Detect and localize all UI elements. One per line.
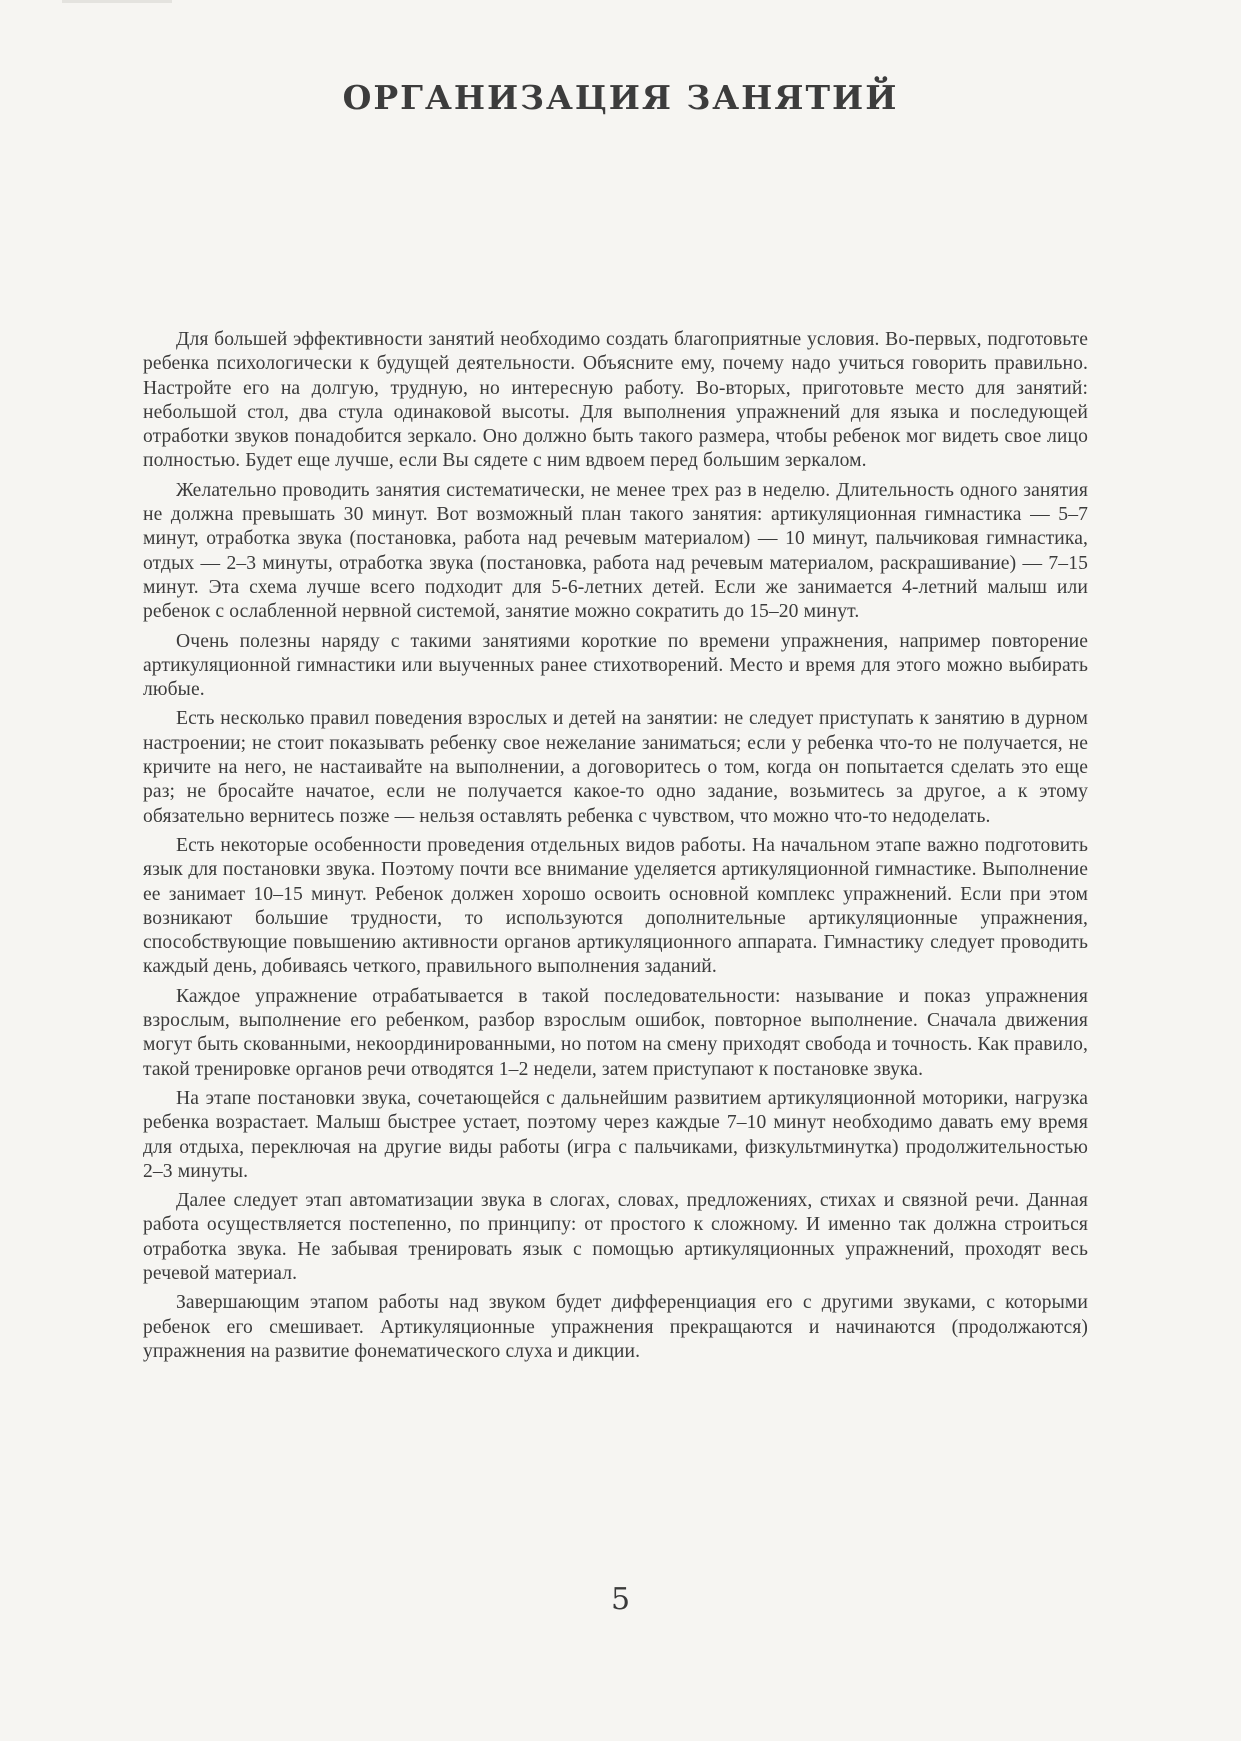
body-text — [143, 328, 1088, 1369]
paragraph-1: Для большей эффективности занятий необходимо создать благоприятные условия. Во-первых, подготовьте ребенка психологически к будущей деятельности. Объясните ему, почему надо учиться говорить правильно. Настройте его на долгую, трудную, но интересную работу. Во-вторых, приготовьте место для занятий: небольшой стол, два стула одинаковой высоты. Для выполнения упражнений для языка и последующей отработки звуков понадобится зеркало. Оно должно быть такого размера, чтобы ребенок мог видеть свое лицо полностью. Будет еще лучше, если Вы сядете с ним вдвоем перед большим зеркалом. — [143, 329, 1088, 472]
paragraph-5: Есть некоторые особенности проведения отдельных видов работы. На начальном этапе важно подготовить язык для постановки звука. Поэтому почти все внимание уделяется артикуляционной гимнастике. Выполнение ее занимает 10–15 минут. Ребенок должен хорошо освоить основной комплекс упражнений. Если при этом возникают большие трудности, то используются дополнительные артикуляционные упражнения, способствующие повышению активности органов артикуляционного аппарата. Гимнастику следует проводить каждый день, добиваясь четкого, правильного выполнения заданий. — [143, 834, 1088, 978]
paragraph-4: Есть несколько правил поведения взрослых и детей на занятии: не следует приступать к занятию в дурном настроении; не стоит показывать ребенку свое нежелание заниматься; если у ребенка что-то не получается, не кричите на него, не настаивайте на выполнении, а договоритесь о том, когда он попытается сделать это еще раз; не бросайте начатое, если не получается какое-то одно задание, возьмитесь за другое, а к этому обязательно вернитесь позже — нельзя оставлять ребенка с чувством, что можно что-то недоделать. — [143, 708, 1088, 827]
paragraph-2: Желательно проводить занятия систематически, не менее трех раз в неделю. Длительность одного занятия не должна превышать 30 минут. Вот возможный план такого занятия: артикуляционная гимнастика — 5–7 минут, отработка звука (постановка, работа над речевым материалом) — 10 минут, пальчиковая гимнастика, отдых — 2–3 минуты, отработка звука (постановка, работа над речевым материалом, раскрашивание) — 7–15 минут. Эта схема лучше всего подходит для 5-6-летних детей. Если же занимается 4-летний малыш или ребенок с ослабленной нервной системой, занятие можно сократить до 15–20 минут. — [143, 479, 1088, 623]
paragraph-7: На этапе постановки звука, сочетающейся с дальнейшим развитием артикуляционной моторики, нагрузка ребенка возрастает. Малыш быстрее устает, поэтому через каждые 7–10 минут необходимо давать ему время для отдыха, переключая на другие виды работы (игра с пальчиками, физкультминутка) продолжительностью 2–3 минуты. — [143, 1087, 1088, 1182]
page-title: ОРГАНИЗАЦИЯ ЗАНЯТИЙ — [342, 78, 899, 117]
paragraph-9: Завершающим этапом работы над звуком будет дифференциация его с другими звуками, с которыми ребенок его смешивает. Артикуляционные упражнения прекращаются и начинаются (продолжаются) упражнения на развитие фонематического слуха и дикции. — [143, 1292, 1088, 1362]
paragraph-3: Очень полезны наряду с такими занятиями короткие по времени упражнения, например повторение артикуляционной гимнастики или выученных ранее стихотворений. Место и время для этого можно выбирать любые. — [143, 630, 1088, 701]
paragraph-8: Далее следует этап автоматизации звука в слогах, словах, предложениях, стихах и связной речи. Данная работа осуществляется постепенно, по принципу: от простого к сложному. И именно так должна строиться отработка звука. Не забывая тренировать язык с помощью артикуляционных упражнений, проходят весь речевой материал. — [143, 1190, 1088, 1284]
page-number: 5 — [610, 1582, 631, 1617]
scan-edge-mark — [62, 0, 172, 3]
paragraph-6: Каждое упражнение отрабатывается в такой последовательности: называние и показ упражнения взрослым, выполнение его ребенком, разбор взрослым ошибок, повторное выполнение. Сначала движения могут быть скованными, некоординированными, но потом на смену приходят свобода и точность. Как правило, такой тренировке органов речи отводятся 1–2 недели, затем приступают к постановке звука. — [143, 985, 1088, 1080]
